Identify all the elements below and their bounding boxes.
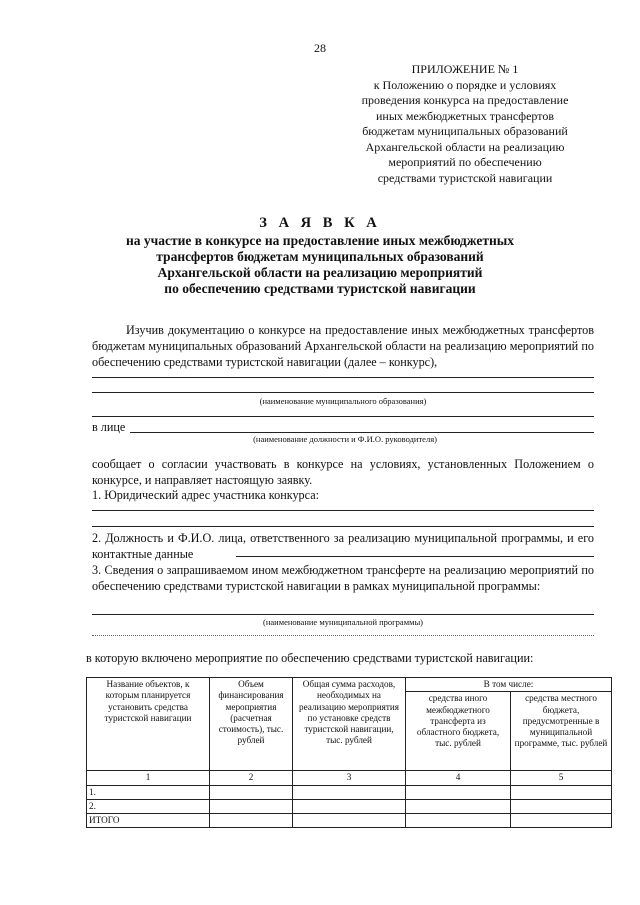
page-number: 28 bbox=[314, 41, 326, 55]
table-header-row bbox=[87, 678, 612, 692]
table-row bbox=[87, 799, 612, 813]
subtitle-line: на участие в конкурсе на предоставление иных межбюджетных bbox=[125, 233, 515, 248]
table-cell[interactable] bbox=[511, 799, 612, 813]
consent-paragraph: сообщает о согласии участвовать в конкурсе на условиях, установленных Положением о конкурсе, и направляет настоящую заявку. bbox=[92, 457, 594, 487]
appendix-block bbox=[340, 62, 590, 186]
in-person-label: в лице bbox=[92, 420, 126, 434]
blank-line-contacts[interactable] bbox=[236, 556, 594, 557]
table-cell: 5 bbox=[511, 771, 612, 785]
header-regional-transfer: средства иного межбюджетного трансферта из областного бюджета, тыс. рублей bbox=[406, 692, 511, 771]
table-cell[interactable] bbox=[293, 814, 406, 828]
blank-line[interactable] bbox=[92, 510, 594, 511]
table-cell[interactable] bbox=[210, 799, 293, 813]
table-cell: 3 bbox=[293, 771, 406, 785]
included-text: в которую включено мероприятие по обеспечению средствами туристской навигации: bbox=[86, 651, 534, 665]
caption-municipality: (наименование муниципального образования) bbox=[259, 396, 427, 406]
caption-head: (наименование должности и Ф.И.О. руководителя) bbox=[253, 434, 437, 444]
appendix-line: иных межбюджетных трансфертов bbox=[375, 108, 555, 123]
item-2-responsible-person: 2. Должность и Ф.И.О. лица, ответственного за реализацию муниципальной программы, и его контактные данные bbox=[92, 531, 594, 561]
header-financing: Объем финансирования мероприятия (расчетная стоимость), тыс. рублей bbox=[210, 678, 293, 771]
appendix-line: мероприятий по обеспечению bbox=[388, 155, 542, 169]
table-cell[interactable] bbox=[511, 814, 612, 828]
blank-line-head[interactable] bbox=[130, 432, 594, 433]
header-including: В том числе: bbox=[406, 678, 612, 692]
table-cell[interactable] bbox=[293, 785, 406, 799]
appendix-line: средствами туристской навигации bbox=[377, 170, 553, 185]
blank-line[interactable] bbox=[92, 377, 594, 378]
table-number-row bbox=[87, 771, 612, 785]
blank-line[interactable] bbox=[92, 526, 594, 527]
appendix-line: бюджетам муниципальных образований bbox=[362, 124, 568, 138]
item-3-transfer-info: 3. Сведения о запрашиваемом ином межбюджетном трансферте на реализацию мероприятий по обеспечению средствами туристской навигации в рамках муниципальной программы: bbox=[92, 563, 594, 593]
table-cell: 2 bbox=[210, 771, 293, 785]
table-cell[interactable] bbox=[406, 785, 511, 799]
intro-paragraph: Изучив документацию о конкурсе на предоставление иных межбюджетных трансфертов бюджетам муниципальных образований Архангельской области на реализацию мероприятий по обеспечению средствами туристской навигации (далее – конкурс), bbox=[92, 323, 594, 369]
caption-program: (наименование муниципальной программы) bbox=[263, 617, 423, 627]
table-cell[interactable] bbox=[406, 799, 511, 813]
blank-line[interactable] bbox=[92, 392, 594, 393]
transfer-table bbox=[86, 677, 612, 828]
appendix-line: проведения конкурса на предоставление bbox=[361, 93, 569, 107]
table-row bbox=[87, 814, 612, 828]
table-row bbox=[87, 785, 612, 799]
table-cell: 4 bbox=[406, 771, 511, 785]
header-local-budget: средства местного бюджета, предусмотренные в муниципальной программе, тыс. рублей bbox=[511, 692, 612, 771]
table-cell[interactable] bbox=[293, 799, 406, 813]
table-cell[interactable] bbox=[511, 785, 612, 799]
appendix-line: к Положению о порядке и условиях bbox=[373, 77, 557, 92]
header-total-expenses: Общая сумма расходов, необходимых на реализацию мероприятия по установке средств туристской навигации, тыс. рублей bbox=[293, 678, 406, 771]
table-cell[interactable] bbox=[210, 814, 293, 828]
table-cell[interactable] bbox=[210, 785, 293, 799]
appendix-label: ПРИЛОЖЕНИЕ № 1 bbox=[411, 62, 519, 76]
table-row-label: 1. bbox=[87, 785, 210, 799]
document-title: З А Я В К А bbox=[259, 215, 381, 231]
subtitle-line: трансфертов бюджетам муниципальных образований bbox=[156, 249, 484, 264]
blank-line[interactable] bbox=[92, 416, 594, 417]
document-subtitle bbox=[80, 233, 560, 297]
table-row-label: 2. bbox=[87, 799, 210, 813]
blank-line[interactable] bbox=[92, 614, 594, 615]
dotted-line[interactable] bbox=[92, 635, 594, 636]
item-1-legal-address: 1. Юридический адрес участника конкурса: bbox=[92, 488, 320, 502]
table-row-label: ИТОГО bbox=[87, 814, 210, 828]
subtitle-line: Архангельской области на реализацию мероприятий bbox=[157, 265, 483, 280]
header-objects: Название объектов, к которым планируется установить средства туристской навигации bbox=[87, 678, 210, 771]
table-cell: 1 bbox=[87, 771, 210, 785]
table-cell[interactable] bbox=[406, 814, 511, 828]
subtitle-line: по обеспечению средствами туристской навигации bbox=[164, 281, 476, 296]
appendix-line: Архангельской области на реализацию bbox=[365, 139, 565, 154]
